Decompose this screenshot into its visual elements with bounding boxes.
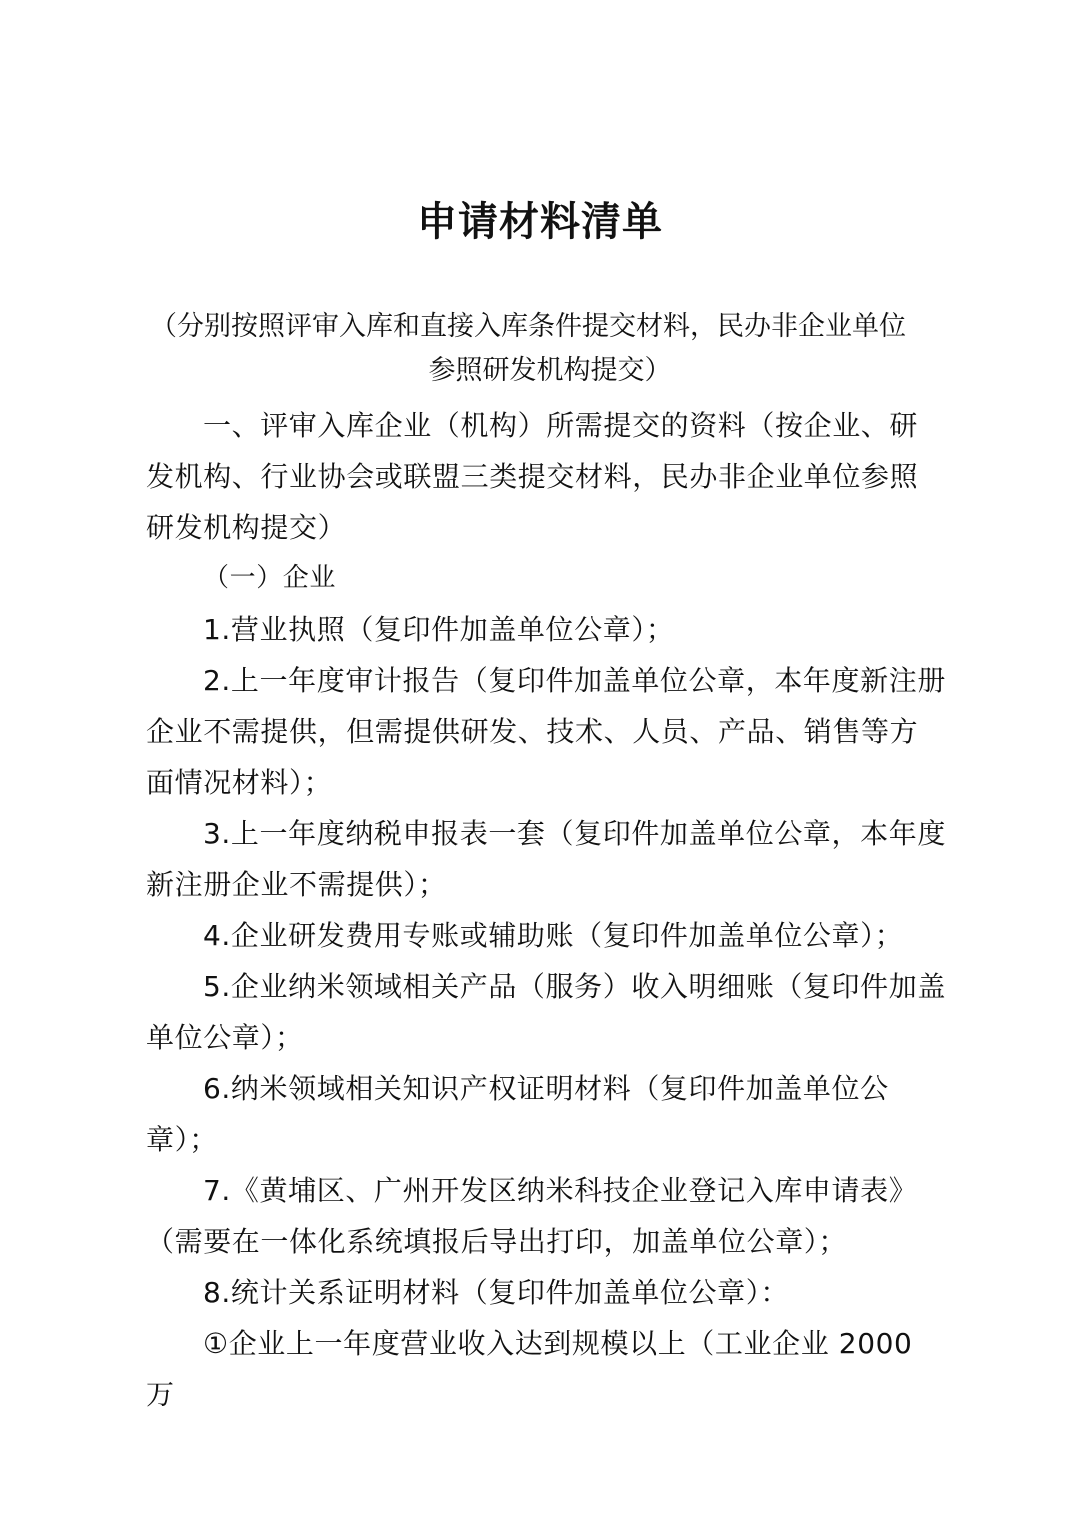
list-item: 2.上一年度审计报告（复印件加盖单位公章，本年度新注册企业不需提供，但需提供研发、技术、人员、产品、销售等方面情况材料）； [146,664,946,799]
section-one-heading: 一、评审入库企业（机构）所需提交的资料（按企业、研发机构、行业协会或联盟三类提交材料，民办非企业单位参照研发机构提交） [146,409,919,544]
list-item: 8.统计关系证明材料（复印件加盖单位公章）： [203,1276,789,1309]
list-item: 1.营业执照（复印件加盖单位公章）； [203,613,675,646]
list-item: 3.上一年度纳税申报表一套（复印件加盖单位公章，本年度新注册企业不需提供）； [146,817,946,901]
document-body [146,400,946,1420]
subtitle-line-1: （分别按照评审入库和直接入库条件提交材料，民办非企业单位 [150,311,906,342]
list-item: ①企业上一年度营业收入达到规模以上（工业企业 2000 万 [146,1327,913,1411]
document-title: 申请材料清单 [417,198,663,245]
list-item: 7.《黄埔区、广州开发区纳米科技企业登记入库申请表》（需要在一体化系统填报后导出打印，加盖单位公章）； [146,1174,918,1258]
subsection-heading-enterprise: （一）企业 [203,563,337,593]
list-item: 5.企业纳米领域相关产品（服务）收入明细账（复印件加盖单位公章）； [146,970,946,1054]
subtitle-line-2: 参照研发机构提交） [428,355,672,386]
list-item: 4.企业研发费用专账或辅助账（复印件加盖单位公章）； [203,919,904,952]
list-item: 6.纳米领域相关知识产权证明材料（复印件加盖单位公章）； [146,1072,889,1156]
